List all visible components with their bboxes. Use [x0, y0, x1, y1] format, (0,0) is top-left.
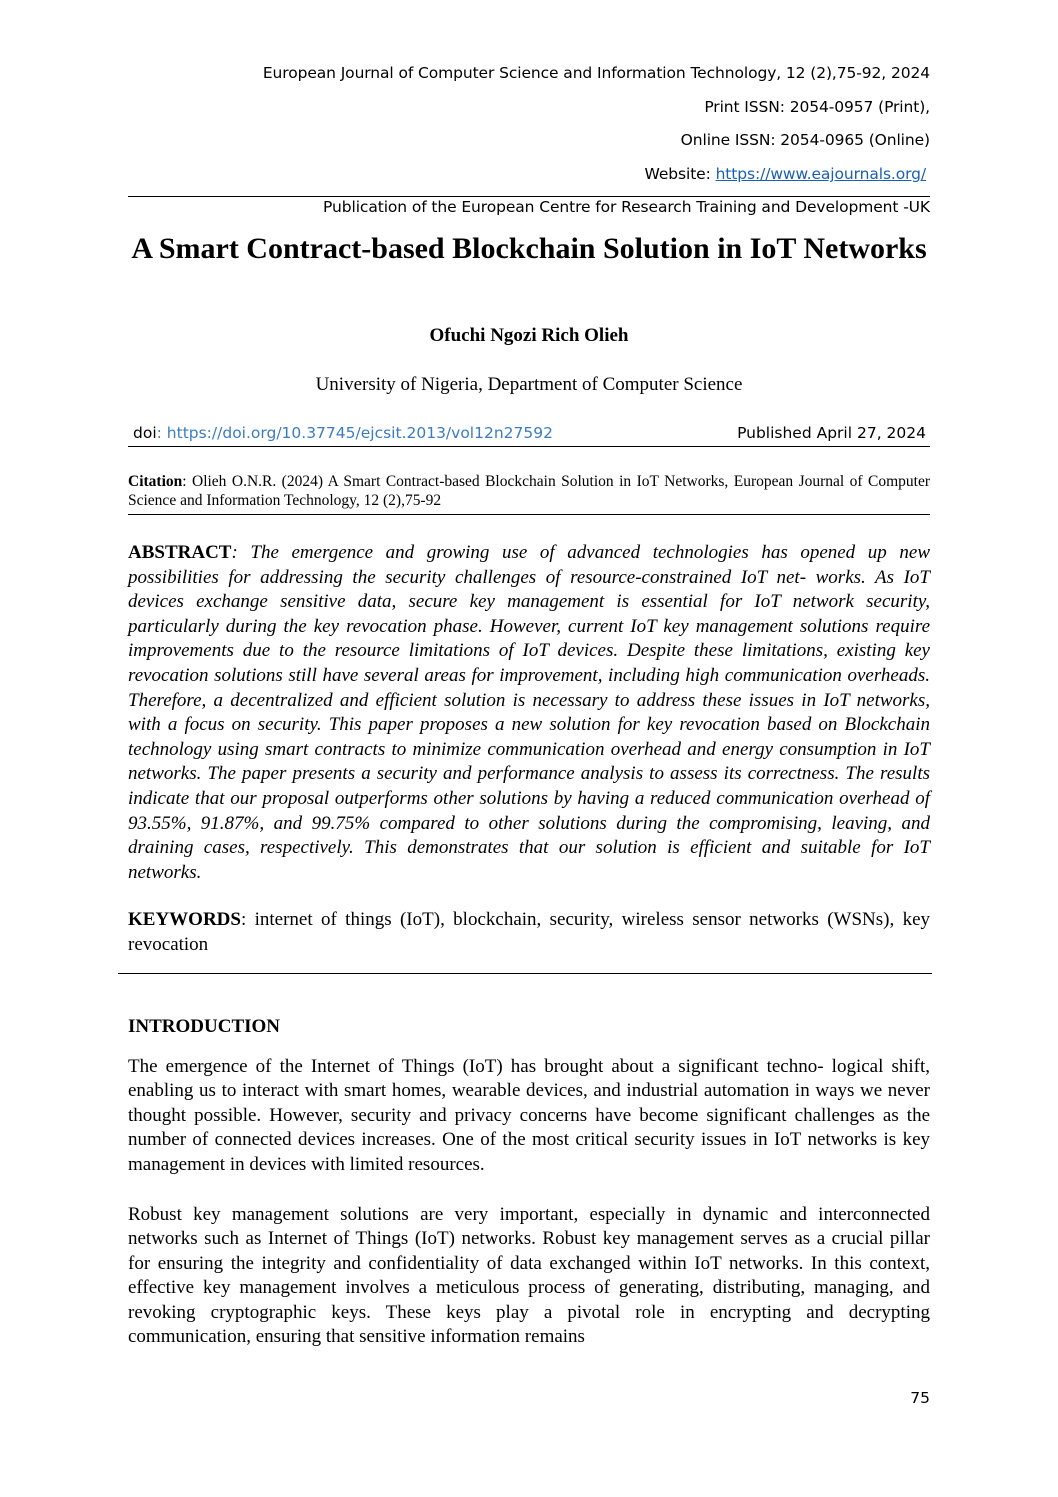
doi-row — [133, 424, 930, 442]
abstract — [128, 541, 930, 885]
published-date: Published April 27, 2024 — [737, 424, 926, 442]
website-line — [645, 165, 926, 183]
abstract-label: ABSTRACT — [128, 542, 232, 563]
header-rule — [128, 196, 930, 197]
intro-paragraph-1: The emergence of the Internet of Things (IoT) has brought about a significant techno- logical shift, enabling us to interact with smart homes, wearable devices, and industrial automation in ways we never thought possible. However, security and privacy concerns have become significant challenges as the number of connected devices increases. One of the most critical security issues in IoT networks is key management in devices with limited resources. — [128, 1056, 930, 1175]
paper-title: A Smart Contract-based Blockchain Solution in IoT Networks — [131, 232, 927, 265]
online-issn: Online ISSN: 2054-0965 (Online) — [680, 131, 930, 149]
page-number: 75 — [910, 1389, 930, 1407]
doi-label: doi — [133, 424, 157, 442]
citation-label: Citation — [128, 473, 183, 490]
citation-text: : Olieh O.N.R. (2024) A Smart Contract-based Blockchain Solution in IoT Networks, European Journal of Computer Science and Information Technology, 12 (2),75-92 — [128, 473, 930, 509]
keywords-rule — [118, 973, 932, 974]
section-heading-introduction: INTRODUCTION — [128, 1016, 281, 1037]
keywords-text: : internet of things (IoT), blockchain, security, wireless sensor networks (WSNs), key revocation — [128, 909, 930, 955]
print-issn: Print ISSN: 2054-0957 (Print), — [704, 98, 930, 116]
author-name: Ofuchi Ngozi Rich Olieh — [429, 325, 629, 346]
publisher-line: Publication of the European Centre for Research Training and Development -UK — [323, 198, 930, 216]
keywords-label: KEYWORDS — [128, 909, 241, 930]
website-link[interactable]: https://www.eajournals.org/ — [715, 165, 926, 183]
journal-line: European Journal of Computer Science and Information Technology, 12 (2),75-92, 2024 — [262, 64, 930, 82]
keywords — [128, 907, 930, 957]
doi-link[interactable]: : https://doi.org/10.37745/ejcsit.2013/vol12n27592 — [156, 424, 553, 442]
doi-rule — [128, 446, 930, 447]
citation — [128, 472, 930, 510]
website-label: Website: — [644, 165, 716, 183]
citation-rule — [128, 514, 930, 515]
abstract-text: : The emergence and growing use of advanced technologies has opened up new possibilities for addressing the security challenges of resource-constrained IoT net- works. As IoT devices exchange sensitive data, secure key management is essential for IoT network security, particularly during the key revocation phase. However, current IoT key management solutions require improvements due to the resource limitations of IoT devices. Despite these limitations, existing key revocation solutions still have several areas for improvement, including high communication overheads. Therefore, a decentralized and efficient solution is necessary to address these issues in IoT networks, with a focus on security. This paper proposes a new solution for key revocation based on Blockchain technology using smart contracts to minimize communication overhead and energy consumption in IoT networks. The paper presents a security and performance analysis to assess its correctness. The results indicate that our proposal outperforms other solutions by having a reduced communication overhead of 93.55%, 91.87%, and 99.75% compared to other solutions during the compromising, leaving, and draining cases, respectively. This demonstrates that our solution is efficient and suitable for IoT networks. — [128, 542, 930, 883]
intro-paragraph-2: Robust key management solutions are very important, especially in dynamic and interconnected networks such as Internet of Things (IoT) networks. Robust key management serves as a crucial pillar for ensuring the integrity and confidentiality of data exchanged within IoT networks. In this context, effective key management involves a meticulous process of generating, distributing, managing, and revoking cryptographic keys. These keys play a pivotal role in encrypting and decrypting communication, ensuring that sensitive information remains — [128, 1204, 930, 1348]
author-affiliation: University of Nigeria, Department of Computer Science — [315, 374, 743, 395]
